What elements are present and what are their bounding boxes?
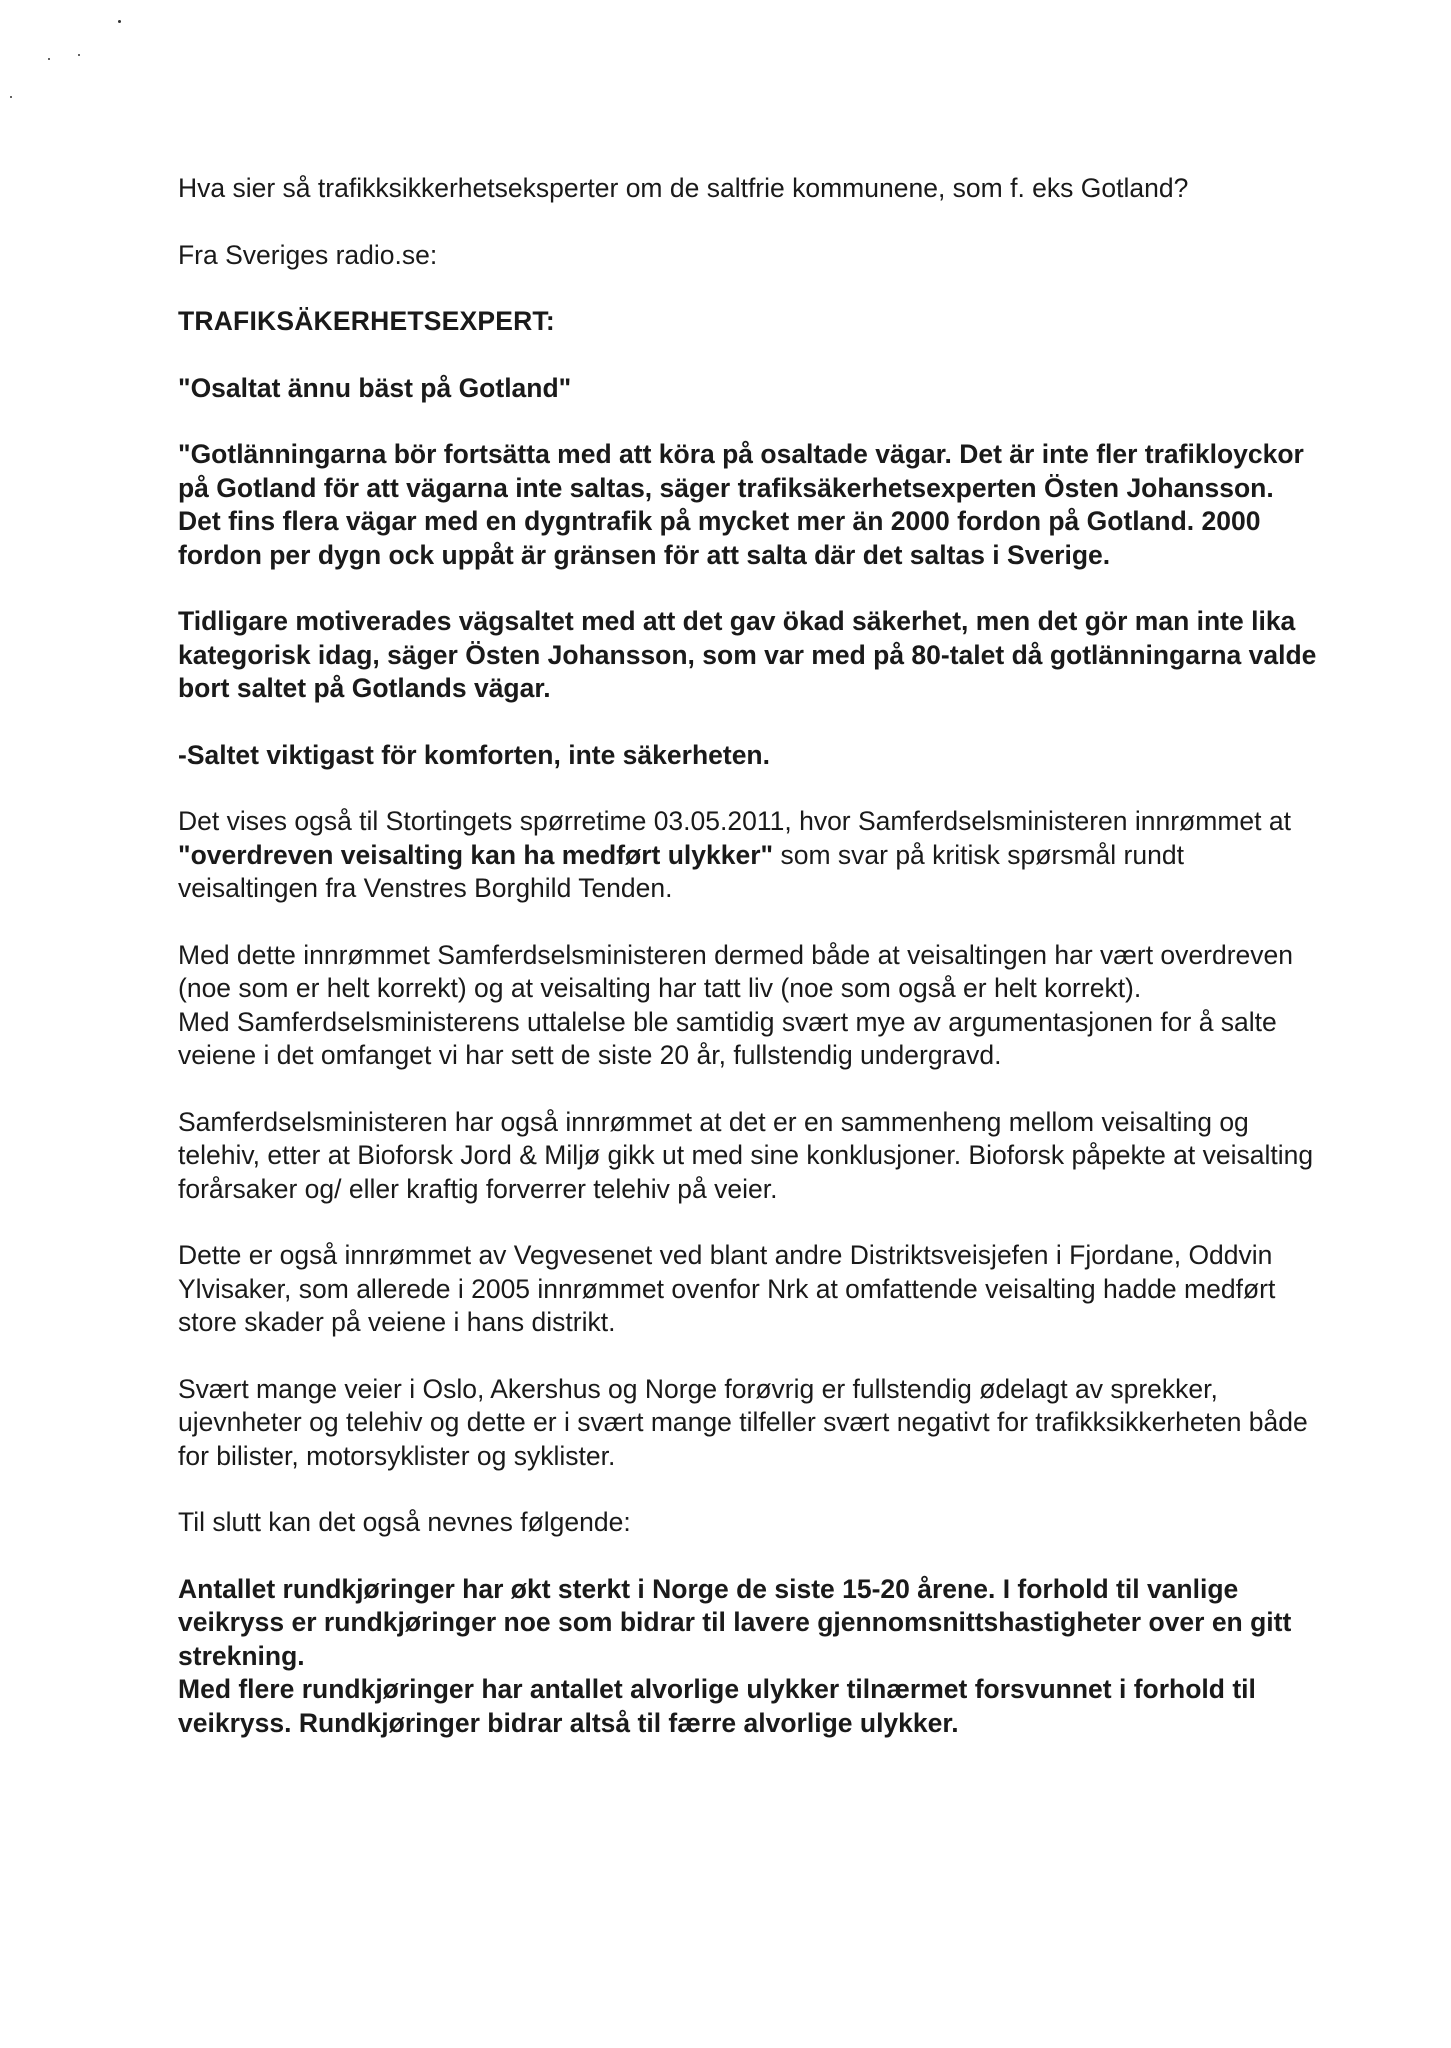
roundabout-paragraph-2: Med flere rundkjøringer har antallet alvorlige ulykker tilnærmet forsvunnet i forhold til veikryss. Rundkjøringer bidrar altså til færre alvorlige ulykker.	[178, 1674, 1256, 1738]
vegvesenet-paragraph: Dette er også innrømmet av Vegvesenet ved blant andre Distriktsveisjefen i Fjordane, Oddvin Ylvisaker, som allerede i 2005 innrømmet ovenfor Nrk at omfattende veisalting hadde medført store skader på veiene i hans distrikt.	[178, 1240, 1276, 1337]
article-title: "Osaltat ännu bäst på Gotland"	[178, 372, 572, 403]
source-line: Fra Sveriges radio.se:	[178, 239, 438, 270]
scan-speck	[118, 20, 121, 23]
article-quote-3: -Saltet viktigast för komforten, inte säkerheten.	[178, 739, 770, 770]
conclusion-intro: Til slutt kan det også nevnes følgende:	[178, 1507, 631, 1537]
minister-paragraph-2: Med Samferdselsministerens uttalelse ble samtidig svært mye av argumentasjonen for å salte veiene i det omfanget vi har sett de siste 20 år, fullstendig undergravd.	[178, 1006, 1277, 1070]
article-quote-1: "Gotlänningarna bör fortsätta med att köra på osaltade vägar. Det är inte fler trafikloyckor på Gotland för att vägarna inte saltas, säger trafiksäkerhetsexperten Östen Johansson. Det fins flera vägar med en dygntrafik på mycket mer än 2000 fordon på Gotland. 2000 fordon per dygn ock uppåt är gränsen för att salta där det saltas i Sverige.	[178, 439, 1304, 570]
minister-paragraph-1: Med dette innrømmet Samferdselsministeren dermed både at veisaltingen har vært overdreven (noe som er helt korrekt) og at veisalting har tatt liv (noe som også er helt korrekt).	[178, 939, 1293, 1003]
scan-speck	[78, 54, 80, 56]
article-quote-2: Tidligare motiverades vägsaltet med att det gav ökad säkerhet, men det gör man inte lika kategorisk idag, säger Östen Johansson, som var med på 80-talet då gotlänningarna valde bort saltet på Gotlands vägar.	[178, 606, 1317, 703]
scan-speck	[48, 58, 50, 60]
article-heading: TRAFIKSÄKERHETSEXPERT:	[178, 306, 555, 336]
telehiv-paragraph: Samferdselsministeren har også innrømmet at det er en sammenheng mellom veisalting og telehiv, etter at Bioforsk Jord & Miljø gikk ut med sine konklusjoner. Bioforsk påpekte at veisalting forårsaker og/ eller kraftig forverrer telehiv på veier.	[178, 1106, 1314, 1204]
storting-paragraph	[178, 805, 1318, 906]
roundabout-paragraph-1: Antallet rundkjøringer har økt sterkt i Norge de siste 15-20 årene. I forhold til vanlige veikryss er rundkjøringer noe som bidrar til lavere gjennomsnittshastigheter over en gitt strekning.	[178, 1573, 1292, 1671]
roads-damage-paragraph: Svært mange veier i Oslo, Akershus og Norge forøvrig er fullstendig ødelagt av sprekker, ujevnheter og telehiv og dette er i svært mange tilfeller svært negativt for trafikksikkerheten både for bilister, motorsyklister og syklister.	[178, 1373, 1308, 1471]
scan-speck	[10, 96, 12, 98]
storting-text-after: som svar på kritisk spørsmål rundt veisaltingen fra Venstres Borghild Tenden.	[178, 839, 1184, 903]
storting-quote: "overdreven veisalting kan ha medført ulykker"	[178, 839, 774, 870]
document-body	[178, 172, 1318, 1773]
storting-text-before: Det vises også til Stortingets spørretime 03.05.2011, hvor Samferdselsministeren innrømmet at	[178, 806, 1291, 836]
intro-question: Hva sier så trafikksikkerhetseksperter om de saltfrie kommunene, som f. eks Gotland?	[178, 173, 1189, 203]
